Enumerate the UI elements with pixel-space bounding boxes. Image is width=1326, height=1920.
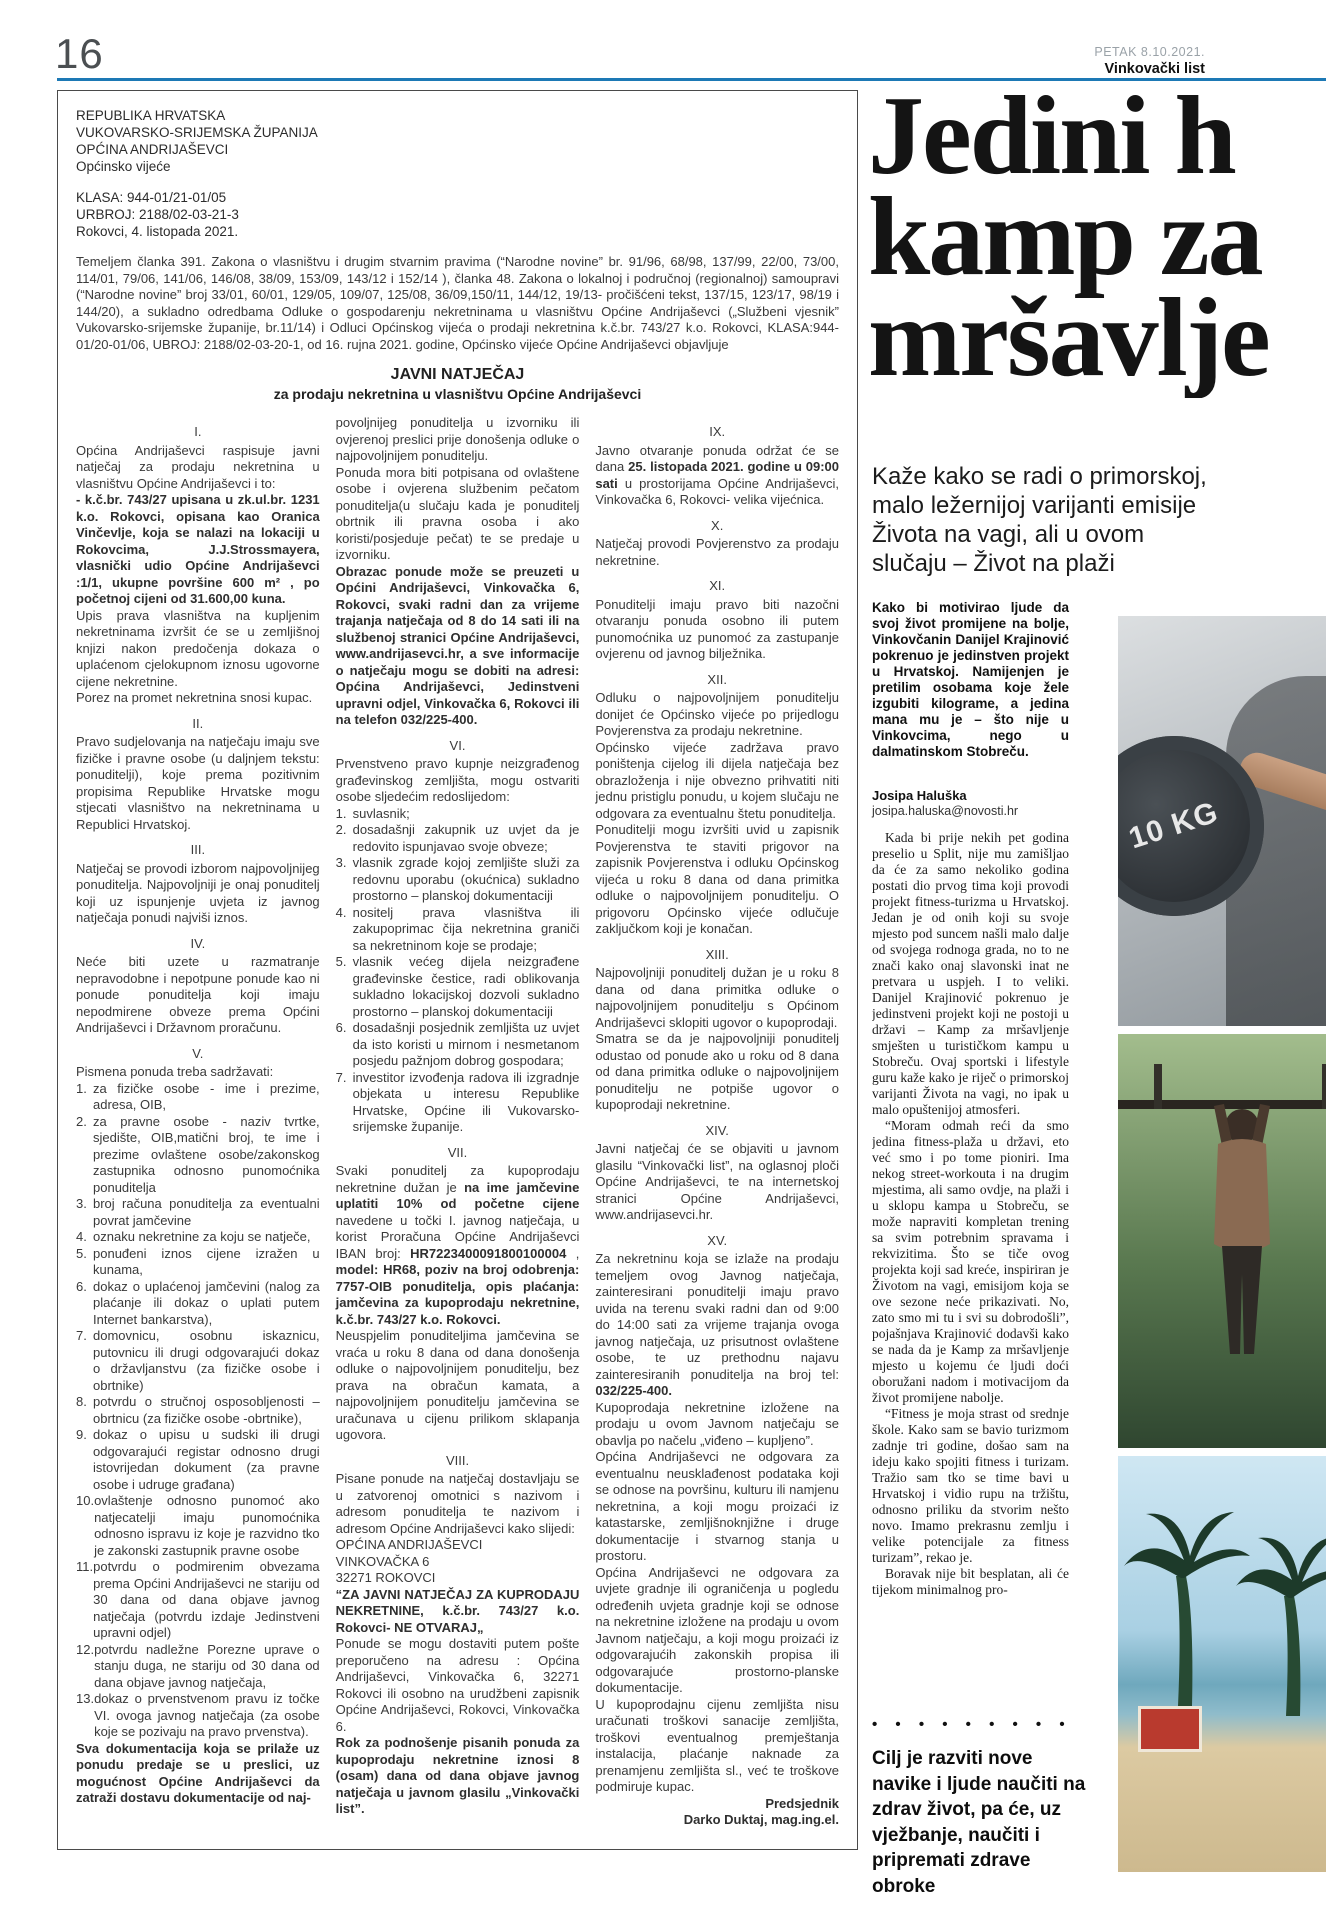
urbroj-line: URBROJ: 2188/02-03-21-3	[76, 207, 239, 222]
list-text: dokaz o uplaćenoj jamčevini (nalog za plaćanje ili dokaz o uplati putem Internet bankarstva),	[93, 1278, 320, 1327]
signature-line: Predsjednik	[765, 1795, 840, 1811]
list-number: 2.	[335, 822, 347, 837]
list-item	[336, 954, 580, 1020]
notice-paragraph: Ponuda mora biti potpisana od ovlaštene osobe i ovjerena službenim pečatom ponuditelja(u slučaju kada je ponuditelj obrtnik ili pravna osoba i ako koristi/posjeduje pečat) te se predaje u izvorniku.	[335, 464, 580, 562]
notice-paragraph: Neuspjelim ponuditeljima jamčevina se vraća u roku 8 dana od dana donošenja odluke o najpovoljnijem ponuditelju, bez prava na obračun kamata, a najpovoljnijem ponuditelju jamčevina se uračunava u cijenu prilikom sklapanja ugovora.	[335, 1328, 580, 1442]
notice-paragraph: Odluku o najpovoljnijem ponuditelju donijet će Općinsko vijeće po prijedlogu Povjerenstva za prodaju nekretnine.	[595, 690, 840, 738]
text-segment: Za nekretninu koja se izlaže na prodaju temeljem ovog Javnog natječaja, zainteresirani ponuditelji imaju pravo uvida na terenu svaki radni dan od 9:00 do 14:00 sati za vrijeme trajanja ovoga javnog natječaja, uz prisutnost ovlaštene osobe, te uz prethodnu najavu zainteresiranih ponuditelja na broj tel:	[595, 1251, 840, 1382]
notice-paragraph: Općina Andrijaševci ne odgovara za uvjete gradnje ili ograničenja u pogledu određenih uvjeta gradnje koji se odnose na nekretnine izložene na prodaju u ovom Javnom natječaju, a koji mogu proizaći iz odgovarajućih zakonskih propisa ili odgovarajuće prostorno-planske dokumentacije.	[595, 1564, 840, 1695]
list-number: 7.	[76, 1328, 87, 1343]
notice-paragraph: Općinsko vijeće zadržava pravo poništenja cijelog ili dijela natječaja bez obrazloženja i nije obvezno prihvatiti niti jednu pristiglu ponudu, u kojem slučaju ne odgovara za eventualnu štetu ponuditelja.	[595, 739, 840, 821]
list-number: 6.	[76, 1278, 87, 1294]
list-number: 2.	[76, 1113, 87, 1129]
letterhead-line: VUKOVARSKO-SRIJEMSKA ŽUPANIJA	[76, 125, 318, 140]
list-item	[336, 1070, 580, 1136]
list-text: za fizičke osobe - ime i prezime, adresa, OIB,	[93, 1080, 320, 1112]
section-number: VII.	[447, 1144, 468, 1160]
article-paragraph: “Moram odmah reći da smo jedina fitness-plaža u državi, eto već smo i po tome pioniri. Ima nekog street-workouta i na drugim mjestima, ali samo ovdje, na plaži i u sklopu kampa u Stobreču, se može napraviti kompletan trening sa svim potrebnim spravama i rekvizitima. Što se tiče ovog projekta koji sad kreće, inspiriran je Životom na vagi, emisijom koja se ove sezone neće prikazivati. No, zato smo mi tu i svi su dobrodošli”, pojašnjava Krajinović dodavši kako se nada da je Kamp za mršavljenje mjesto u kojemu će ljudi doći oboružani nadom i motivacijom da život promijene nabolje.	[872, 1118, 1069, 1405]
text-segment: 032/225-400.	[595, 1383, 672, 1398]
list-number: 5.	[76, 1245, 87, 1261]
list-item	[336, 1020, 580, 1070]
list-number: 9.	[76, 1427, 87, 1442]
list-text: oznaku nekretnine za koju se natječe,	[93, 1229, 311, 1244]
list-text: dokaz o prvenstvenom pravu iz točke VI. ovoga javnog natječaja (za osobe koje se pozivaju na pravo prvenstva).	[94, 1691, 320, 1739]
header-rule	[57, 78, 1326, 81]
section-number: VIII.	[445, 1452, 470, 1468]
list-text: za pravne osobe - naziv tvrtke, sjedište, OIB,matični broj, te ime i prezime ovlaštene osobe/zakonskog zastupnika odnosno punomoćnika ponuditelja	[93, 1113, 320, 1195]
text-segment: 25. listopada 2021. godine u 09:00 sati	[595, 459, 840, 491]
notice-title: JAVNI NATJEČAJ	[390, 366, 525, 383]
notice-paragraph: Ponuditelji imaju pravo biti nazočni otvaranju ponuda osobno ili putem punomoćnika uz punomoć za zastupanje ovjerenu od javnog bilježnika.	[595, 596, 840, 661]
notice-paragraph: Javni natječaj će se objaviti u javnom glasilu “Vinkovački list”, na oglasnoj ploči Općine Andrijaševci, te na internetskoj stranici Općine Andrijaševci, www.andrijasevci.hr.	[595, 1141, 840, 1222]
headline	[868, 86, 1326, 398]
list-item	[336, 822, 580, 855]
notice-paragraph: Općina Andrijaševci ne odgovara za eventualnu neusklađenost podataka koji se odnose na površinu, kulturu ili namjenu nekretnina, a koji mogu proizaći iz katastarske, zemljišnoknjižne i druge dokumentacije i stvarnog stanja u prostoru.	[595, 1449, 840, 1563]
notice-paragraph: Prvenstveno pravo kupnje neizgrađenog građevinskog zemljišta, mogu ostvariti osobe sljedećim redoslijedom:	[335, 756, 580, 804]
section-number: I.	[194, 424, 202, 439]
list-number: 11.	[76, 1559, 94, 1574]
notice-paragraph: Smatra se da je najpovoljniji ponuditelj odustao od ponude ako u roku od 8 dana od dana primitka odluke o najpovoljnijem ponuditelju ne potpiše ugovor o kupoprodaji nekretnine.	[595, 1031, 840, 1112]
list-text: dokaz o upisu u sudski ili drugi odgovarajući registar odnosno drugi istovrijedan dokument (za pravne osobe i udruge građana)	[93, 1427, 320, 1492]
letterhead-line: REPUBLIKA HRVATSKA	[76, 108, 226, 123]
list-number: 3.	[335, 855, 347, 870]
address-line: VINKOVAČKA 6	[335, 1553, 430, 1569]
page-header-right	[1094, 44, 1205, 78]
notice-paragraph: Rok za podnošenje pisanih ponuda za kupoprodaju nekretnine iznosi 8 (osam) dana od dana objave javnog natječaja u javnom glasilu „Vinkovački list”.	[335, 1735, 580, 1816]
notice-paragraph: Ponuditelji mogu izvršiti uvid u zapisnik Povjerenstva te staviti prigovor na zapisnik Povjerenstva i odluku Općinskog vijeća u roku 8 dana od dana primitka odluke o najpovoljnijem ponuditelju. O prigovoru Općinsko vijeće odlučuje zaključkom koji je konačan.	[595, 822, 840, 936]
pullup-scene-icon	[1118, 1034, 1326, 1448]
notice-paragraph: povoljnijeg ponuditelja u izvorniku ili ovjerenoj preslici prije donošenja odluke o najpovoljnijem ponuditelju.	[335, 415, 580, 463]
notice-paragraph	[336, 1163, 580, 1328]
list-text: potvrdu nadležne Porezne uprave o stanju duga, ne stariju od 30 dana od dana objave javnog natječaja,	[94, 1641, 320, 1690]
letterhead-line: Općinsko vijeće	[76, 159, 171, 174]
notice-paragraph: Najpovoljniji ponuditelj dužan je u roku 8 dana od dana primitka odluke o najpovoljnijem ponuditelju s Općinom Andrijaševci sklopiti ugovor o kupoprodaji.	[595, 965, 840, 1030]
section-number: XI.	[709, 578, 726, 593]
author-email: josipa.haluska@novosti.hr	[872, 804, 1019, 818]
masthead: Vinkovački list	[1104, 61, 1205, 77]
list-text: nositelj prava vlasništva ili zakupoprimac čija nekretnina graniči sa nekretninom koje se prodaje;	[352, 904, 580, 953]
list-number: 3.	[76, 1196, 87, 1211]
notice-paragraph: Porez na promet nekretnina snosi kupac.	[76, 690, 313, 705]
notice-paragraph: Pravo sudjelovanja na natječaju imaju sve fizičke i pravne osobe (u daljnjem tekstu: ponuditelji), koje prema pozitivnim propisima Republike Hrvatske mogu stjecati vlasništvo na nekretninama u Republici Hrvatskoj.	[76, 734, 320, 832]
notice-paragraph: Natječaj provodi Povjerenstvo za prodaju nekretnine.	[595, 536, 840, 568]
letterhead-line: OPĆINA ANDRIJAŠEVCI	[76, 142, 229, 157]
notice-paragraph: - k.č.br. 743/27 upisana u zk.ul.br. 1231 k.o. Rokovci, opisana kao Oranica Vinčevlje, koja se nalazi na lokaciji u Rokovcima, J.J.Strossmayera, vlasnički udio Općine Andrijaševci :1/1, ukupne površine 600 m² , po početnoj cijeni od 31.600,00 kuna.	[76, 492, 320, 606]
notice-columns	[76, 415, 839, 1829]
list-item	[76, 1328, 320, 1394]
text-segment: HR7223400091800100004	[410, 1245, 567, 1261]
list-text: dosadašnji posjednik zemljišta uz uvjet da isto koristi u mirnom i nesmetanom posjedu pažnjom dobrog gospodara;	[352, 1020, 580, 1068]
headline-line: kamp za	[868, 175, 1262, 299]
notice-paragraph: “ZA JAVNI NATJEČAJ ZA KUPRODAJU NEKRETNINE, k.č.br. 743/27 k.o. Rokovci- NE OTVARAJ„	[335, 1586, 580, 1635]
list-text: vlasnik većeg dijela neizgrađene građevinske čestice, radi oblikovanja sukladno lokacijskoj dozvoli sukladno prostorno – planskoj dokumentaciji	[352, 954, 580, 1019]
list-item	[336, 806, 580, 823]
list-text: potvrdu o stručnoj osposobljenosti – obrtnicu (za fizičke osobe -obrtnike),	[93, 1394, 320, 1426]
page-number: 16	[55, 30, 104, 77]
list-text: ponuđeni iznos cijene izražen u kunama,	[93, 1245, 320, 1277]
palm-trees-icon	[1118, 1456, 1326, 1872]
notice-paragraph: Općina Andrijaševci raspisuje javni natječaj za prodaju nekretnina u vlasništvu Općine Andrijaševci i to:	[76, 442, 320, 491]
list-text: domovnicu, osobnu iskaznicu, putovnicu ili drugi odgovarajući dokaz o državljanstvu (za fizičke osobe i obrtnike)	[93, 1328, 320, 1393]
address-line: 32271 ROKOVCI	[335, 1570, 436, 1585]
dumbbell-weight-label: 10 KG	[1125, 795, 1223, 856]
list-number: 5.	[335, 954, 347, 969]
notice-paragraph: Natječaj se provodi izborom najpovoljnijeg ponuditelja. Najpovoljniji je onaj ponuditelj koji uz ispunjenje uvjeta iz javnog natječaja ponudi najviši iznos.	[76, 860, 320, 925]
text-segment: na ime jamčevine uplatiti 10% od početne cijene	[335, 1179, 580, 1211]
issue-date: PETAK 8.10.2021.	[1094, 45, 1205, 59]
notice-paragraph: Upis prava vlasništva na kupljenim nekretninama izvršit će se u zemljišnoj knjizi nakon predočenja dokaza o uplaćenom cjelokupnom iznosu ugovorne cijene nekretnine.	[76, 607, 320, 689]
notice-paragraph: Pismena ponuda treba sadržavati:	[76, 1064, 274, 1079]
section-number: II.	[192, 715, 204, 731]
list-number: 8.	[76, 1394, 87, 1409]
list-number: 12.	[76, 1641, 95, 1657]
list-number: 10.	[76, 1493, 95, 1508]
notice-column-3	[595, 415, 839, 1829]
headline-line: Jedini h	[868, 86, 1235, 198]
list-item	[76, 1427, 320, 1493]
legal-preamble: Temeljem članka 391. Zakona o vlasništvu i drugim stvarnim pravima (“Narodne novine” br. 91/96, 68/98, 137/99, 22/00, 73/00, 114/01, 79/06, 141/06, 146/08, 38/09, 153/09, 143/12 i 152/14 ), članka 48. Zakona o lokalnoj i područnoj (regionalnoj) samoupravi (“Narodne novine” broj 33/01, 60/01, 129/05, 109/07, 125/08, 36/09,150/11, 144/12, 19/13- pročišćeni tekst, 137/15, 123/17, 98/19 i 144/20), a sukladno odredbama Odluke o gospodarenju nekretninama u vlasništvu Općine Andrijaševci („Službeni vjesnik” Vukovarsko-srijemske županije, br.11/14) i Odluci Općinskog vijeća o prodaji nekretnina k.č.br. 743/27 k.o. Rokovci, KLASA:944-01/20-01/06, UBROJ: 2188/02-03-20-1, od 16. rujna 2021. godine, Općinsko vijeće Općine Andrijaševci objavljuje	[76, 254, 839, 352]
list-item	[76, 1229, 320, 1246]
notice-paragraph	[595, 443, 839, 509]
list-number: 1.	[335, 805, 347, 821]
place-date-line: Rokovci, 4. listopada 2021.	[76, 224, 239, 239]
article-body	[872, 830, 1069, 1708]
section-number: III.	[190, 842, 206, 857]
list-item	[76, 1246, 320, 1279]
document-meta	[76, 189, 839, 240]
list-text: suvlasnik;	[352, 805, 410, 821]
list-item	[76, 1279, 320, 1329]
notice-paragraph: Ponude se mogu dostaviti putem pošte preporučeno na adresu : Općina Andrijaševci, Vinkovačka 6, 32271 Rokovci ili osobno na urudžbeni zapisnik Općine Andrijaševci, Rokovci, Vinkovačka 6.	[335, 1636, 580, 1734]
list-item	[76, 1493, 320, 1559]
text-segment: Javno otvaranje ponuda održat će se dana	[595, 442, 840, 474]
list-item	[76, 1642, 320, 1692]
list-item	[76, 1081, 320, 1114]
list-text: ovlaštenje odnosno punomoć ako natjecatelji imaju punomoćnika odnosno ispravu iz koje je razvidno tko je zakonski zastupnik pravne osobe	[94, 1493, 320, 1558]
photo-beach-palms	[1118, 1456, 1326, 1872]
photo-woman-dumbbell	[1118, 616, 1326, 1026]
list-text: potvrdu o podmirenim obvezama prema Općini Andrijaševci ne stariju od 30 dana od dana objave javnog natječaja (potvrdu izdaje Jedinstveni upravni odjel)	[93, 1559, 320, 1640]
notice-paragraph: Sva dokumentacija koja se prilaže uz ponudu predaje se u preslici, uz mogućnost Općine Andrijaševci da zatraži dostavu dokumentacije od naj-	[76, 1740, 320, 1805]
section-number: IX.	[709, 424, 726, 439]
section-number: XIII.	[705, 946, 729, 962]
tender-notice-box	[57, 90, 858, 1850]
article-intro: Kako bi motivirao ljude da svoj život promijene na bolje, Vinkovčanin Danijel Krajinović pokrenuo je jedinstven projekt u Hrvatskoj. Namijenjen je pretilim osobama koje žele izgubiti kilograme, a jedina mana mu je – što nije u Vinkovcima, nego u dalmatinskom Stobreču.	[872, 600, 1069, 759]
article-paragraph: Boravak nije bit besplatan, ali će tijekom minimalnog pro-	[872, 1566, 1069, 1597]
text-segment: u prostorijama Općine Andrijaševci, Vinkovačka 6, Rokovci- velika vijećnica.	[595, 475, 840, 507]
notice-paragraph: Obrazac ponude može se preuzeti u Općini Andrijaševci, Vinkovačka 6, Rokovci, svaki radni dan za vrijeme trajanja natječaja od 8 do 14 sati ili na službenoj stranici Općine Andrijaševci, www.andrijasevci.hr, a sve informacije o natječaju mogu se dobiti na adresi: Općina Andrijaševci, Jedinstveni upravni odjel, Vinkovačka 6, Rokovci ili na telefon 032/225-400.	[335, 563, 580, 727]
list-number: 7.	[335, 1069, 347, 1085]
notice-paragraph: Pisane ponude na natječaj dostavljaju se u zatvorenoj omotnici s nazivom i adresom ponuditelja te nazivom i adresom Općine Andrijaševci kako slijedi:	[335, 1471, 580, 1536]
list-text: broj računa ponuditelja za eventualni povrat jamčevine	[93, 1196, 320, 1228]
address-line: OPĆINA ANDRIJAŠEVCI	[335, 1537, 483, 1552]
article-deck: Kaže kako se radi o primorskoj, malo ležernijoj varijanti emisije Života na vagi, ali u ovom slučaju – Život na plaži	[872, 463, 1207, 577]
list-number: 13.	[76, 1691, 95, 1706]
list-number: 6.	[335, 1020, 347, 1035]
headline-line: mršavlje	[868, 276, 1269, 398]
list-number: 1.	[76, 1080, 87, 1096]
notice-paragraph: Neće biti uzete u razmatranje nepravodobne i nepotpune ponude kao ni ponude ponuditelja koji imaju nepodmirene obveze prema Općini Andrijaševci i Državnom proračunu.	[76, 954, 320, 1035]
list-item	[76, 1394, 320, 1427]
photo-man-pullups	[1118, 1034, 1326, 1448]
section-number: IV.	[190, 935, 206, 951]
section-number: XIV.	[705, 1122, 729, 1138]
author-name: Josipa Haluška	[872, 788, 967, 803]
text-segment: Svaki ponuditelj za kupoprodaju nekretnine dužan je	[335, 1163, 580, 1195]
section-number: VI.	[449, 737, 466, 753]
section-number: V.	[192, 1045, 204, 1061]
notice-column-2	[336, 415, 580, 1818]
list-text: investitor izvođenja radova ili izgradnje objekata u interesu Republike Hrvatske, Općine ili Vukovarsko-srijemske županije.	[352, 1069, 580, 1134]
beach-signboard	[1138, 1706, 1202, 1752]
list-text: vlasnik zgrade kojoj zemljište služi za redovnu uporabu (okućnica) sukladno prostorno – planskoj dokumentaciji	[352, 855, 580, 903]
list-item	[76, 1691, 320, 1741]
notice-paragraph: U kupoprodajnu cijenu zemljišta nisu uračunati troškovi sanacije zemljišta, troškovi eventualnog premještanja instalacija, plaćanje naknade za prenamjenu zemljišta sl., već te troškove podmiruje kupac.	[595, 1696, 840, 1794]
notice-subtitle: za prodaju nekretnina u vlasništvu Općine Andrijaševci	[273, 386, 642, 402]
article-paragraph: Kada bi prije nekih pet godina preselio u Split, nije mu zamišljao da će za samo nekoliko godina postati dio prvog tima koji provodi projekt fitness-turizma u Hrvatskoj. Jedan je od onih koji su svoje mjesto pod suncem našli malo dalje od svojega rodnoga grada, no to ne znači kako onaj slavonski inat ne pretvara u uspjeh. I to veliki. Danijel Krajinović pokrenuo je jedinstveni projekt koji ne postoji u državi – Kamp za mršavljenje smješten u turističkom kampu u Stobreču. Ovaj sportski i lifestyle guru kaže kako je riječ o primorskoj varijanti Života na vagi, no ipak u malo opuštenijoj atmosferi.	[872, 830, 1069, 1117]
text-segment: ,	[566, 1245, 580, 1261]
notice-column-1	[76, 415, 320, 1807]
article-paragraph: “Fitness je moja strast od srednje škole. Kako sam se bavio turizmom zadnje tri godine, došao sam na ideju kako spojiti fitness i turizam. Tražio sam tko se time bavi u Hrvatskoj i vidio rupu na tržištu, odnosno priliku da stvorim nešto novo. Imamo prekrasnu zemlju i velike potencijale za fitness turizam”, rekao je.	[872, 1406, 1069, 1565]
klasa-line: KLASA: 944-01/21-01/05	[76, 190, 227, 205]
list-item	[76, 1196, 320, 1229]
list-number: 4.	[335, 904, 347, 920]
list-item	[76, 1114, 320, 1197]
list-text: dosadašnji zakupnik uz uvjet da je redovito ispunjavao svoje obveze;	[352, 822, 580, 854]
section-number: XV.	[707, 1232, 728, 1248]
list-item	[76, 1559, 320, 1642]
list-number: 4.	[76, 1229, 87, 1244]
list-item	[336, 855, 580, 905]
notice-paragraph: Kupoprodaja nekretnine izložene na prodaju u ovom Javnom natječaju se obavlja po načelu „viđeno – kupljeno”.	[595, 1399, 840, 1448]
notice-paragraph	[595, 1251, 839, 1400]
signature-line: Darko Duktaj, mag.ing.el.	[683, 1812, 840, 1827]
text-segment: navedene u točki I. javnog natječaja, u korist Proračuna Općine Andrijaševci IBAN broj:	[335, 1212, 580, 1261]
dotted-separator: • • • • • • • • •	[872, 1716, 1072, 1733]
pull-quote: Cilj je razviti nove navike i ljude naučiti na zdrav život, pa će, uz vježbanje, naučiti i pripremati zdrave obroke	[872, 1748, 1086, 1897]
section-number: XII.	[707, 671, 727, 687]
text-segment: model: HR68, poziv na broj odobrenja: 7757-OIB ponuditelja, opis plaćanja: jamčevina za kupoprodaju nekretnine, k.č.br. 743/27 k.o. Rokovci.	[335, 1262, 580, 1327]
list-item	[336, 905, 580, 955]
section-number: X.	[711, 517, 724, 533]
letterhead	[76, 107, 839, 175]
